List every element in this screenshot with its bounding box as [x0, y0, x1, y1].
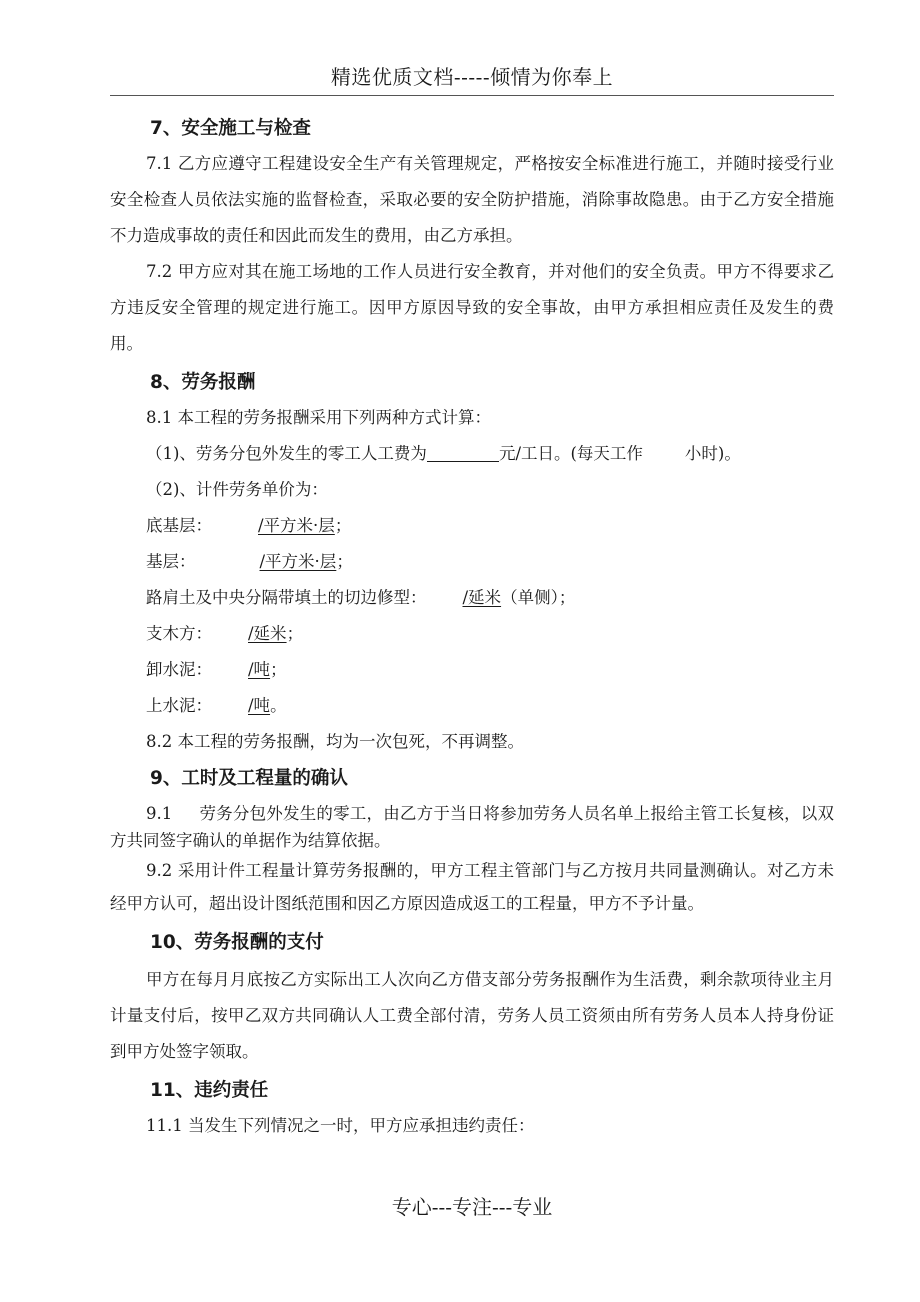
- rate-tail: （单侧）；: [501, 588, 576, 607]
- rate-item-1-suffix: 元/工日。(每天工作 小时)。: [498, 444, 741, 463]
- rate-unit: /吨: [248, 696, 271, 715]
- clause-8-2: 8.2 本工程的劳务报酬，均为一次包死，不再调整。: [146, 732, 524, 751]
- clause-11-1: 11.1 当发生下列情况之一时，甲方应承担违约责任：: [146, 1116, 535, 1135]
- rate-tail: ；: [336, 552, 353, 571]
- rate-label: 支木方：: [146, 624, 212, 643]
- page-header: 精选优质文档-----倾情为你奉上: [330, 65, 614, 89]
- section-10-title: 10、劳务报酬的支付: [150, 932, 324, 953]
- page-footer: 专心---专注---专业: [391, 1195, 553, 1219]
- rate-line: [110, 580, 834, 616]
- rate-unit: /平方米·层: [259, 552, 337, 571]
- clause-7-1: 7.1 乙方应遵守工程建设安全生产有关管理规定，严格按安全标准进行施工，并随时接受行业安全检查人员依法实施的监督检查，采取必要的安全防护措施，消除事故隐患。由于乙方安全措施不力造成事故的责任和因此而发生的费用，由乙方承担。: [110, 154, 834, 245]
- rate-unit: /延米: [462, 588, 502, 607]
- rate-line: [110, 616, 834, 652]
- clause-9-1: 9.1 劳务分包外发生的零工，由乙方于当日将参加劳务人员名单上报给主管工长复核，以双方共同签字确认的单据作为结算依据。: [110, 804, 834, 850]
- header-rule: [110, 95, 834, 96]
- document-body: [110, 112, 834, 1144]
- section-7-title: 7、安全施工与检查: [150, 118, 311, 139]
- rate-line: [110, 544, 834, 580]
- rate-line: [110, 508, 834, 544]
- rate-label: 路肩土及中央分隔带填土的切边修型：: [146, 588, 427, 607]
- rate-label: 基层：: [146, 552, 196, 571]
- rate-item-2: （2)、计件劳务单价为：: [146, 480, 328, 499]
- clause-8-1: 8.1 本工程的劳务报酬采用下列两种方式计算：: [146, 408, 491, 427]
- rate-unit: /平方米·层: [258, 516, 335, 535]
- rate-item-1-prefix: （1)、劳务分包外发生的零工人工费为: [146, 444, 427, 463]
- rate-blank: [427, 441, 499, 462]
- rate-tail: ；: [334, 516, 352, 535]
- rate-tail: 。: [270, 696, 287, 715]
- section-8-title: 8、劳务报酬: [150, 372, 256, 393]
- rate-line: [110, 688, 834, 724]
- rate-unit: /吨: [248, 660, 271, 679]
- rate-tail: ；: [286, 624, 304, 643]
- section-9-title: 9、工时及工程量的确认: [150, 768, 348, 789]
- rate-line: [110, 652, 834, 688]
- clause-10: 甲方在每月月底按乙方实际出工人次向乙方借支部分劳务报酬作为生活费，剩余款项待业主月计量支付后，按甲乙双方共同确认人工费全部付清，劳务人员工资须由所有劳务人员本人持身份证到甲方处签字领取。: [110, 970, 834, 1061]
- rate-label: 卸水泥：: [146, 660, 212, 679]
- rate-label: 上水泥：: [146, 696, 212, 715]
- rate-item-1: [110, 436, 834, 472]
- rate-tail: ；: [270, 660, 287, 679]
- section-11-title: 11、违约责任: [150, 1080, 269, 1101]
- clause-7-2: 7.2 甲方应对其在施工场地的工作人员进行安全教育，并对他们的安全负责。甲方不得要求乙方违反安全管理的规定进行施工。因甲方原因导致的安全事故，由甲方承担相应责任及发生的费用。: [110, 262, 834, 353]
- clause-9-2: 9.2 采用计件工程量计算劳务报酬的，甲方工程主管部门与乙方按月共同量测确认。对乙方未经甲方认可，超出设计图纸范围和因乙方原因造成返工的工程量，甲方不予计量。: [110, 861, 834, 913]
- rate-label: 底基层：: [146, 516, 212, 535]
- rate-unit: /延米: [248, 624, 287, 643]
